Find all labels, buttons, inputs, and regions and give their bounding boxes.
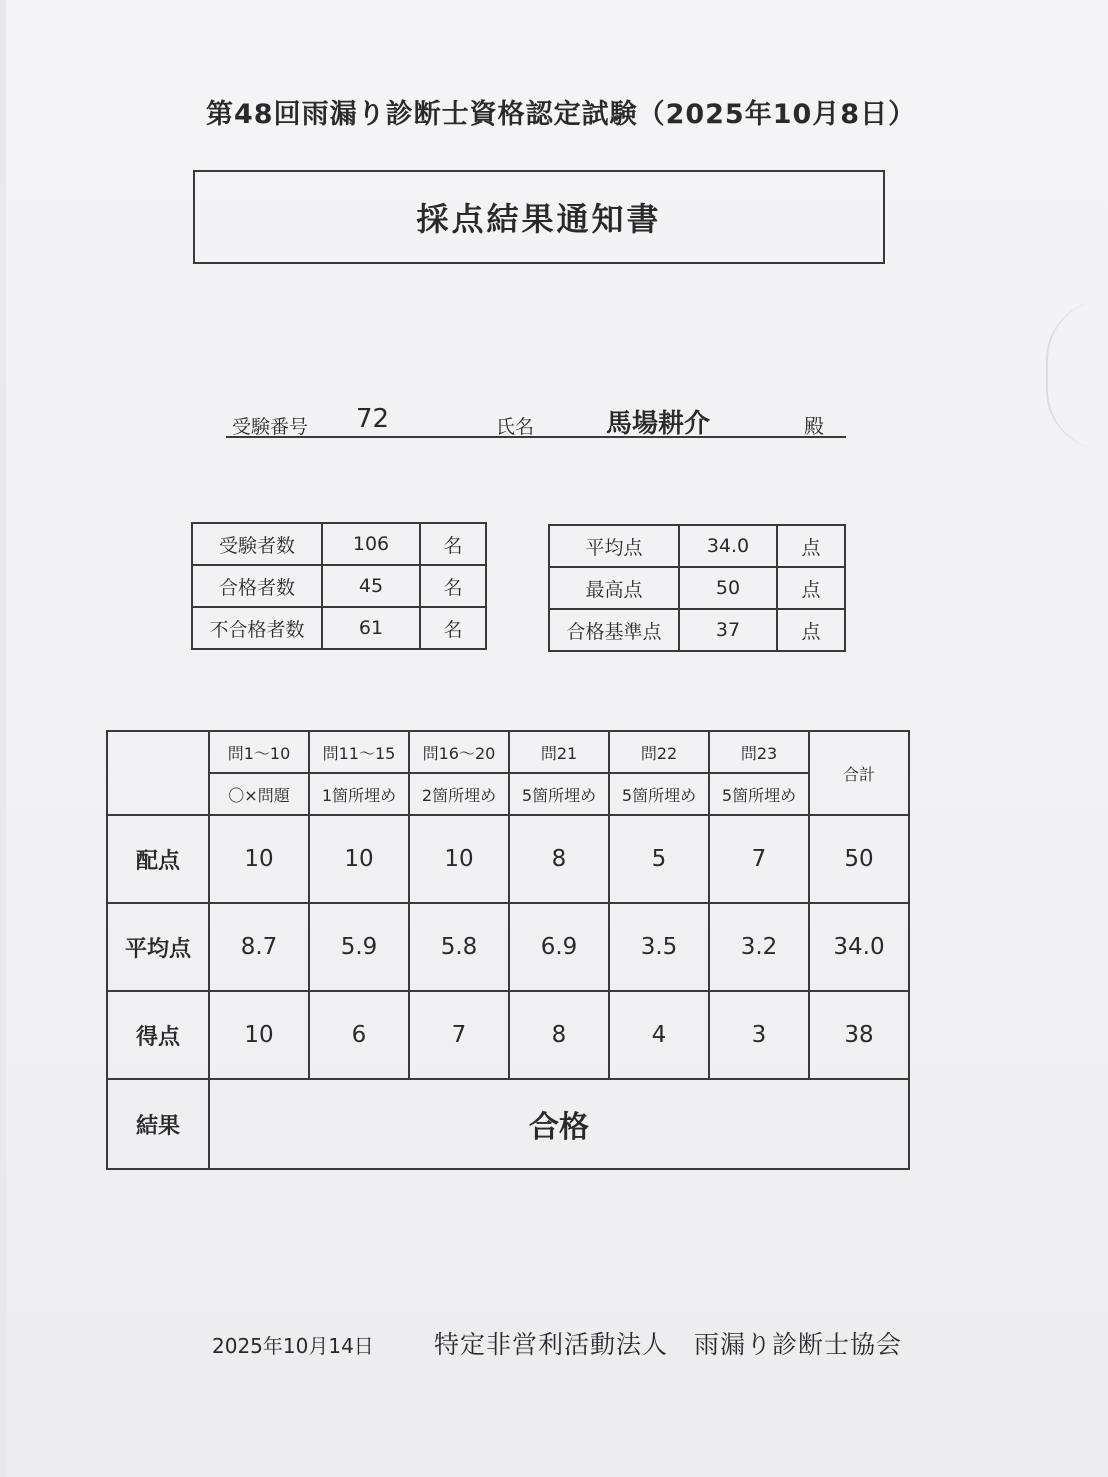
table-row bbox=[192, 523, 486, 565]
table-row bbox=[107, 731, 909, 773]
table-row bbox=[549, 609, 845, 651]
question-type: 2箇所埋め bbox=[409, 773, 509, 815]
score-cell: 5 bbox=[609, 815, 709, 903]
question-header: 問23 bbox=[709, 731, 809, 773]
count-unit: 名 bbox=[420, 607, 486, 649]
total-cell: 34.0 bbox=[809, 903, 909, 991]
applicant-count-table bbox=[191, 522, 487, 650]
question-type: 1箇所埋め bbox=[309, 773, 409, 815]
score-cell: 3 bbox=[709, 991, 809, 1079]
name-label: 氏名 bbox=[496, 416, 535, 438]
question-header: 問22 bbox=[609, 731, 709, 773]
score-cell: 6.9 bbox=[509, 903, 609, 991]
point-summary-table bbox=[548, 524, 846, 652]
score-cell: 6 bbox=[309, 991, 409, 1079]
score-table bbox=[106, 730, 910, 1170]
score-cell: 7 bbox=[409, 991, 509, 1079]
result-value: 合格 bbox=[209, 1079, 909, 1169]
exam-number-label: 受験番号 bbox=[232, 416, 309, 438]
exam-number: 72 bbox=[356, 404, 390, 434]
count-unit: 名 bbox=[420, 523, 486, 565]
paper-sheet bbox=[6, 0, 1108, 1477]
score-cell: 5.8 bbox=[409, 903, 509, 991]
count-value: 61 bbox=[322, 607, 420, 649]
score-cell: 8.7 bbox=[209, 903, 309, 991]
score-cell: 10 bbox=[209, 991, 309, 1079]
point-unit: 点 bbox=[777, 525, 845, 567]
point-unit: 点 bbox=[777, 609, 845, 651]
question-header: 問16～20 bbox=[409, 731, 509, 773]
table-row bbox=[192, 565, 486, 607]
table-row bbox=[107, 991, 909, 1079]
table-row bbox=[107, 1079, 909, 1169]
point-label: 平均点 bbox=[549, 525, 679, 567]
score-cell: 10 bbox=[209, 815, 309, 903]
honorific: 殿 bbox=[804, 414, 824, 438]
point-label: 最高点 bbox=[549, 567, 679, 609]
row-label: 平均点 bbox=[107, 903, 209, 991]
document-title-box bbox=[193, 170, 885, 264]
score-cell: 8 bbox=[509, 815, 609, 903]
total-header: 合計 bbox=[809, 731, 909, 815]
score-cell: 10 bbox=[409, 815, 509, 903]
score-cell: 7 bbox=[709, 815, 809, 903]
score-cell: 3.5 bbox=[609, 903, 709, 991]
point-value: 37 bbox=[679, 609, 777, 651]
question-header: 問1～10 bbox=[209, 731, 309, 773]
table-row bbox=[192, 607, 486, 649]
table-row bbox=[107, 903, 909, 991]
candidate-line bbox=[226, 400, 846, 438]
result-label: 結果 bbox=[107, 1079, 209, 1169]
score-cell: 8 bbox=[509, 991, 609, 1079]
issuing-organization: 特定非営利活動法人 雨漏り診断士協会 bbox=[434, 1330, 903, 1359]
total-cell: 38 bbox=[809, 991, 909, 1079]
table-row bbox=[107, 773, 909, 815]
point-value: 50 bbox=[679, 567, 777, 609]
issue-date: 2025年10月14日 bbox=[212, 1334, 374, 1358]
point-value: 34.0 bbox=[679, 525, 777, 567]
count-label: 合格者数 bbox=[192, 565, 322, 607]
count-value: 45 bbox=[322, 565, 420, 607]
score-cell: 4 bbox=[609, 991, 709, 1079]
score-cell: 3.2 bbox=[709, 903, 809, 991]
count-label: 受験者数 bbox=[192, 523, 322, 565]
table-row bbox=[549, 567, 845, 609]
question-header: 問11～15 bbox=[309, 731, 409, 773]
row-label: 配点 bbox=[107, 815, 209, 903]
document-title: 採点結果通知書 bbox=[416, 200, 662, 238]
count-label: 不合格者数 bbox=[192, 607, 322, 649]
question-type: 5箇所埋め bbox=[609, 773, 709, 815]
table-row bbox=[107, 815, 909, 903]
question-type: 5箇所埋め bbox=[509, 773, 609, 815]
table-row bbox=[549, 525, 845, 567]
score-cell: 5.9 bbox=[309, 903, 409, 991]
corner-cell bbox=[107, 731, 209, 815]
question-type: 5箇所埋め bbox=[709, 773, 809, 815]
point-label: 合格基準点 bbox=[549, 609, 679, 651]
point-unit: 点 bbox=[777, 567, 845, 609]
row-label: 得点 bbox=[107, 991, 209, 1079]
question-type: 〇×問題 bbox=[209, 773, 309, 815]
score-cell: 10 bbox=[309, 815, 409, 903]
candidate-name: 馬場耕介 bbox=[606, 409, 711, 439]
total-cell: 50 bbox=[809, 815, 909, 903]
paper-edge-curl bbox=[1046, 300, 1108, 450]
count-value: 106 bbox=[322, 523, 420, 565]
question-header: 問21 bbox=[509, 731, 609, 773]
exam-title: 第48回雨漏り診断士資格認定試験（2025年10月8日） bbox=[206, 99, 917, 130]
count-unit: 名 bbox=[420, 565, 486, 607]
